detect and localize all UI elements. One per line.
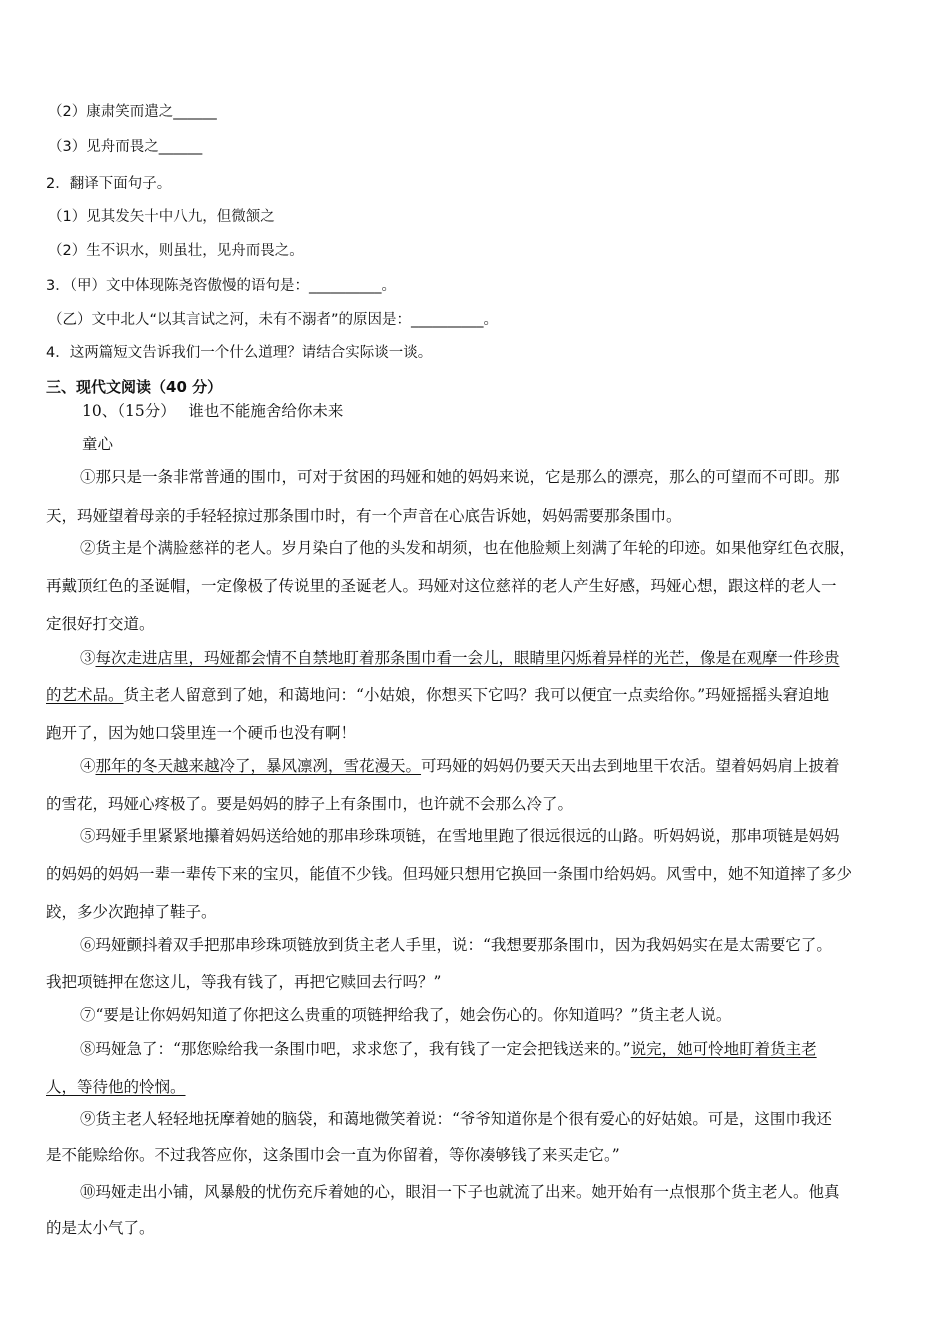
paragraph-10-line-2: 的是太小气了。: [46, 1219, 155, 1237]
underlined-sentence: 的艺术品。: [46, 686, 124, 704]
question-2-1: （1）见其发矢十中八九，但微颔之: [48, 209, 275, 225]
paragraph-6-line-2: 我把项链押在您这儿，等我有钱了，再把它赎回去行吗？”: [46, 973, 442, 991]
question-1-3: （3）见舟而畏之______: [48, 139, 203, 155]
paragraph-2-line-2: 再戴顶红色的圣诞帽，一定像极了传说里的圣诞老人。玛娅对这位慈祥的老人产生好感，玛娅心想，跟这样的老人一: [46, 577, 837, 595]
question-1-2: （2）康肃笑而遣之______: [48, 104, 217, 120]
paragraph-9-line-2: 是不能赊给你。不过我答应你，这条围巾会一直为你留着，等你凑够钱了来买走它。”: [46, 1146, 620, 1164]
underlined-sentence: 那年的冬天越来越冷了，暴风凛冽，雪花漫天。: [95, 757, 422, 775]
question-3: 3．（甲）文中体现陈尧咨傲慢的语句是：__________。: [46, 278, 396, 294]
section-heading: 三、现代文阅读（40 分）: [46, 378, 223, 396]
paragraph-7: ⑦“要是让你妈妈知道了你把这么贵重的项链押给我了，她会伤心的。你知道吗？”货主老人说。: [80, 1006, 732, 1024]
paragraph-2-line-1: ②货主是个满脸慈祥的老人。岁月染白了他的头发和胡须，也在他脸颊上刻满了年轮的印迹。如果他穿红色衣服，: [80, 539, 856, 557]
passage-author: 童心: [82, 435, 114, 453]
paragraph-5-line-2: 的妈妈的妈妈一辈一辈传下来的宝贝，能值不少钱。但玛娅只想用它换回一条围巾给妈妈。风雪中，她不知道摔了多少: [46, 865, 853, 883]
paragraph-4-number: ④: [80, 757, 96, 775]
paragraph-8-line-2: [46, 1077, 186, 1097]
paragraph-2-line-3: 定很好打交道。: [46, 615, 155, 633]
question-2-2: （2）生不识水，则虽壮，见舟而畏之。: [48, 243, 304, 259]
paragraph-1-line-1: ①那只是一条非常普通的围巾，可对于贫困的玛娅和她的妈妈来说，它是那么的漂亮，那么的可望而不可即。那: [80, 468, 840, 486]
paragraph-8-line-1: ⑧玛娅急了：“那您赊给我一条围巾吧，求求您了，我有钱了一定会把钱送来的。”说完，她可怜地盯着货主老: [80, 1040, 817, 1058]
passage-title-line: 10、（15分） 谁也不能施舍给你未来: [82, 402, 344, 420]
question-2: 2．翻译下面句子。: [46, 176, 172, 192]
paragraph-4-line-1: ④那年的冬天越来越冷了，暴风凛冽，雪花漫天。可玛娅的妈妈仍要天天出去到地里干农活。望着妈妈肩上披着: [80, 757, 840, 775]
underlined-sentence: 人，等待他的怜悯。: [46, 1078, 186, 1096]
paragraph-10-line-1: ⑩玛娅走出小铺，风暴般的忧伤充斥着她的心，眼泪一下子也就流了出来。她开始有一点恨那个货主老人。他真: [80, 1183, 840, 1201]
paragraph-6-line-1: ⑥玛娅颤抖着双手把那串珍珠项链放到货主老人手里，说：“我想要那条围巾，因为我妈妈实在是太需要它了。: [80, 936, 832, 954]
paragraph-1-line-2: 天，玛娅望着母亲的手轻轻掠过那条围巾时，有一个声音在心底告诉她，妈妈需要那条围巾。: [46, 507, 682, 525]
paragraph-3-line-1: [80, 648, 840, 668]
paragraph-3-line-2: 的艺术品。货主老人留意到了她，和蔼地问：“小姑娘，你想买下它吗？我可以便宜一点卖给你。”玛娅摇摇头窘迫地: [46, 686, 830, 704]
question-3-b: （乙）文中北人“以其言试之河，未有不溺者”的原因是：__________。: [48, 312, 499, 328]
paragraph-5-line-3: 跤，多少次跑掉了鞋子。: [46, 903, 217, 921]
paragraph-3-line-3: 跑开了，因为她口袋里连一个硬币也没有啊！: [46, 724, 357, 742]
paragraph-3-number: ③: [80, 649, 96, 667]
paragraph-4-line-2: 的雪花，玛娅心疼极了。要是妈妈的脖子上有条围巾，也许就不会那么冷了。: [46, 795, 574, 813]
paragraph-9-line-1: ⑨货主老人轻轻地抚摩着她的脑袋，和蔼地微笑着说：“爷爷知道你是个很有爱心的好姑娘。可是，这围巾我还: [80, 1110, 832, 1128]
underlined-sentence: 每次走进店里，玛娅都会情不自禁地盯着那条围巾看一会儿，眼睛里闪烁着异样的光芒，像是在观摩一件珍贵: [95, 649, 840, 667]
paragraph-5-line-1: ⑤玛娅手里紧紧地攥着妈妈送给她的那串珍珠项链，在雪地里跑了很远很远的山路。听妈妈说，那串项链是妈妈: [80, 827, 840, 845]
question-4: 4．这两篇短文告诉我们一个什么道理？请结合实际谈一谈。: [46, 345, 433, 361]
underlined-sentence: 说完，她可怜地盯着货主老: [630, 1040, 817, 1058]
